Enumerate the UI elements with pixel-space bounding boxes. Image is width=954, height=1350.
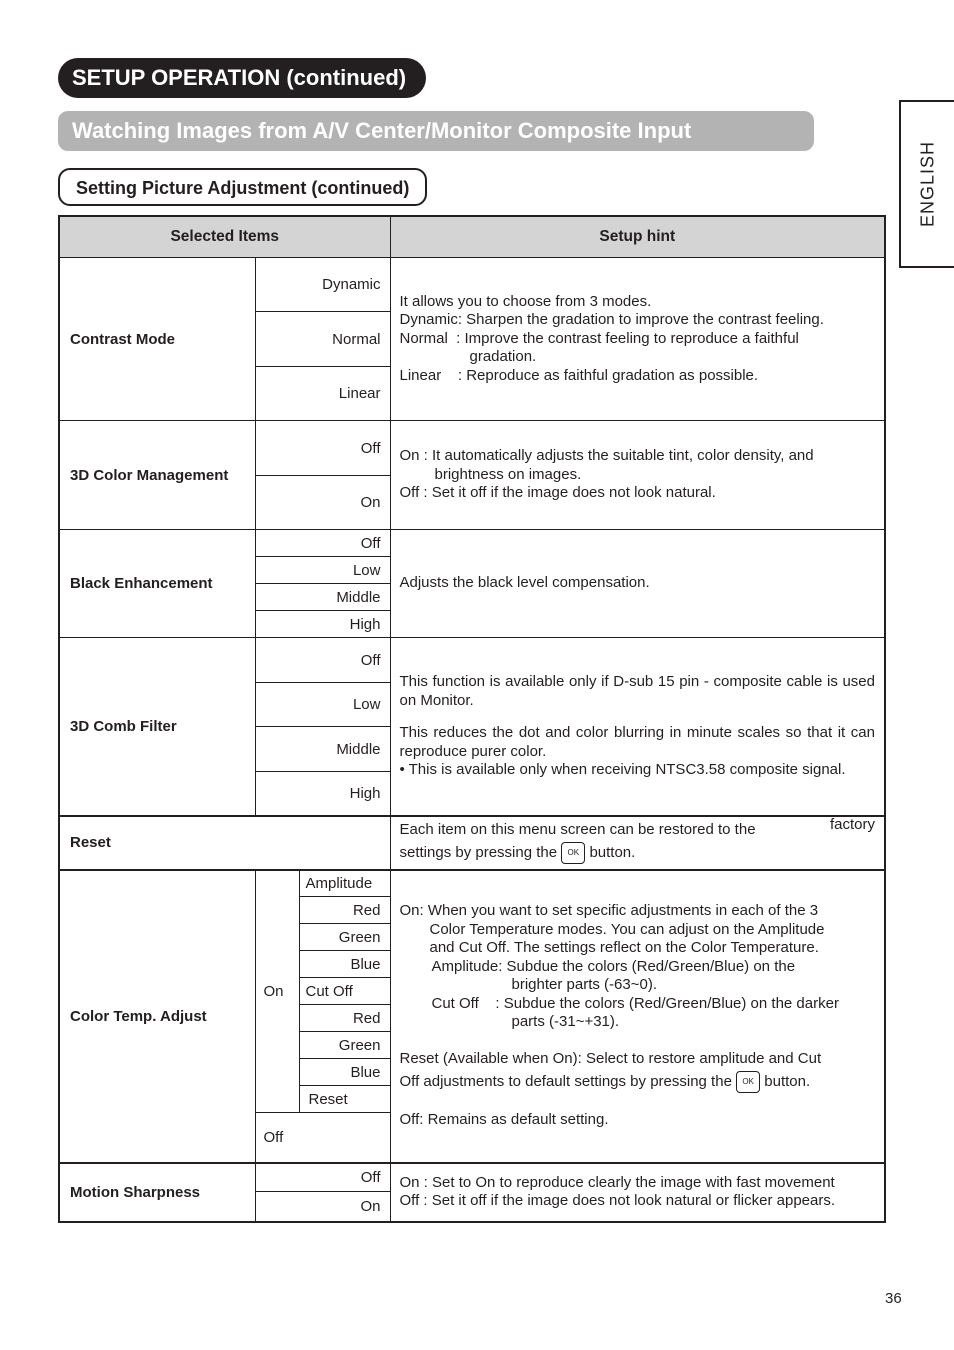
sub-cut-off: Cut Off — [299, 978, 390, 1005]
hint-line: brighter parts (-63~0). — [511, 976, 657, 994]
hint-line: settings by pressing the — [399, 843, 558, 861]
topic-title: Setting Picture Adjustment (continued) — [58, 168, 427, 206]
header-selected-items: Selected Items — [59, 216, 390, 258]
option-dynamic: Dynamic — [255, 258, 390, 312]
hint-line: Off : Set it off if the image does not look natural or flicker appears. — [399, 1192, 836, 1209]
item-contrast-mode: Contrast Mode — [59, 258, 255, 421]
hint-line: Amplitude: Subdue the colors (Red/Green/Blue) on the — [431, 957, 796, 975]
settings-table — [58, 215, 886, 1223]
option-on: On — [255, 870, 299, 1113]
option-normal: Normal — [255, 312, 390, 367]
item-reset: Reset — [59, 816, 390, 870]
table-row — [59, 258, 885, 312]
option-low: Low — [255, 557, 390, 584]
table-row — [59, 870, 885, 897]
hint-3d-color-management — [390, 421, 885, 530]
sub-green: Green — [299, 1032, 390, 1059]
option-off: Off — [255, 1113, 390, 1163]
page-number: 36 — [885, 1290, 902, 1307]
table-row — [59, 530, 885, 557]
hint-line: Each item on this menu screen can be restored to the — [399, 821, 756, 839]
table-row — [59, 421, 885, 476]
hint-line: On : Set to On to reproduce clearly the image with fast movement — [399, 1173, 835, 1191]
option-middle: Middle — [255, 584, 390, 611]
hint-line: • This is available only when receiving NTSC3.58 composite signal. — [399, 761, 846, 778]
hint-line: parts (-31~+31). — [511, 1013, 620, 1031]
hint-line: This function is available only if D-sub 15 pin - composite cable is used on Monitor. — [399, 673, 875, 709]
item-3d-comb-filter: 3D Comb Filter — [59, 638, 255, 816]
sub-blue: Blue — [299, 951, 390, 978]
option-middle: Middle — [255, 727, 390, 772]
hint-line: On : It automatically adjusts the suitable tint, color density, and — [399, 447, 814, 465]
item-black-enhancement: Black Enhancement — [59, 530, 255, 638]
hint-reset — [390, 816, 885, 870]
option-high: High — [255, 772, 390, 816]
hint-color-temp-adjust — [390, 870, 885, 1163]
sub-reset: Reset — [299, 1086, 390, 1113]
hint-line: On: When you want to set specific adjustments in each of the 3 — [399, 902, 819, 920]
hint-line: button. — [764, 1073, 811, 1091]
option-linear: Linear — [255, 367, 390, 421]
hint-line: Off : Set it off if the image does not look natural. — [399, 484, 716, 502]
item-color-temp-adjust: Color Temp. Adjust — [59, 870, 255, 1163]
table-row — [59, 816, 885, 870]
option-off: Off — [255, 530, 390, 557]
hint-motion-sharpness — [390, 1163, 885, 1222]
hint-line: It allows you to choose from 3 modes. — [399, 292, 652, 310]
option-on: On — [255, 476, 390, 530]
hint-line: Normal : Improve the contrast feeling to reproduce a faithful — [399, 329, 799, 347]
sub-blue: Blue — [299, 1059, 390, 1086]
hint-line: brightness on images. — [434, 465, 582, 483]
option-off: Off — [255, 421, 390, 476]
table-row — [59, 1163, 885, 1192]
hint-contrast-mode — [390, 258, 885, 421]
hint-3d-comb-filter — [390, 638, 885, 816]
hint-black-enhancement: Adjusts the black level compensation. — [390, 530, 885, 638]
sub-red: Red — [299, 897, 390, 924]
subsection-title: Watching Images from A/V Center/Monitor Composite Input — [58, 111, 814, 151]
item-motion-sharpness: Motion Sharpness — [59, 1163, 255, 1222]
hint-line: Color Temperature modes. You can adjust on the Amplitude — [429, 920, 825, 938]
hint-line: gradation. — [469, 348, 537, 366]
option-low: Low — [255, 683, 390, 727]
hint-line: and Cut Off. The settings reflect on the Color Temperature. — [429, 939, 819, 957]
hint-line: Off: Remains as default setting. — [399, 1111, 609, 1129]
hint-line: Cut Off : Subdue the colors (Red/Green/Blue) on the darker — [431, 994, 839, 1012]
hint-line: button. — [589, 843, 636, 861]
language-tab — [899, 100, 954, 268]
hint-line: Linear : Reproduce as faithful gradation as possible. — [399, 366, 759, 384]
header-setup-hint: Setup hint — [390, 216, 885, 258]
hint-line: Reset (Available when On): Select to restore amplitude and Cut — [399, 1049, 822, 1067]
option-high: High — [255, 611, 390, 638]
hint-line: factory — [829, 816, 875, 834]
section-title: SETUP OPERATION (continued) — [58, 58, 426, 98]
table-row — [59, 638, 885, 683]
sub-red: Red — [299, 1005, 390, 1032]
hint-line: Off adjustments to default settings by pressing the — [399, 1073, 732, 1091]
ok-button-icon: OK — [561, 842, 585, 864]
option-off: Off — [255, 1163, 390, 1192]
option-on: On — [255, 1192, 390, 1222]
option-off: Off — [255, 638, 390, 683]
language-label: ENGLISH — [917, 140, 937, 228]
ok-button-icon: OK — [736, 1071, 760, 1093]
sub-green: Green — [299, 924, 390, 951]
sub-amplitude: Amplitude — [299, 870, 390, 897]
hint-line: Dynamic: Sharpen the gradation to improve the contrast feeling. — [399, 311, 824, 329]
hint-line: This reduces the dot and color blurring in minute scales so that it can reproduce purer color. — [399, 724, 875, 760]
item-3d-color-management: 3D Color Management — [59, 421, 255, 530]
